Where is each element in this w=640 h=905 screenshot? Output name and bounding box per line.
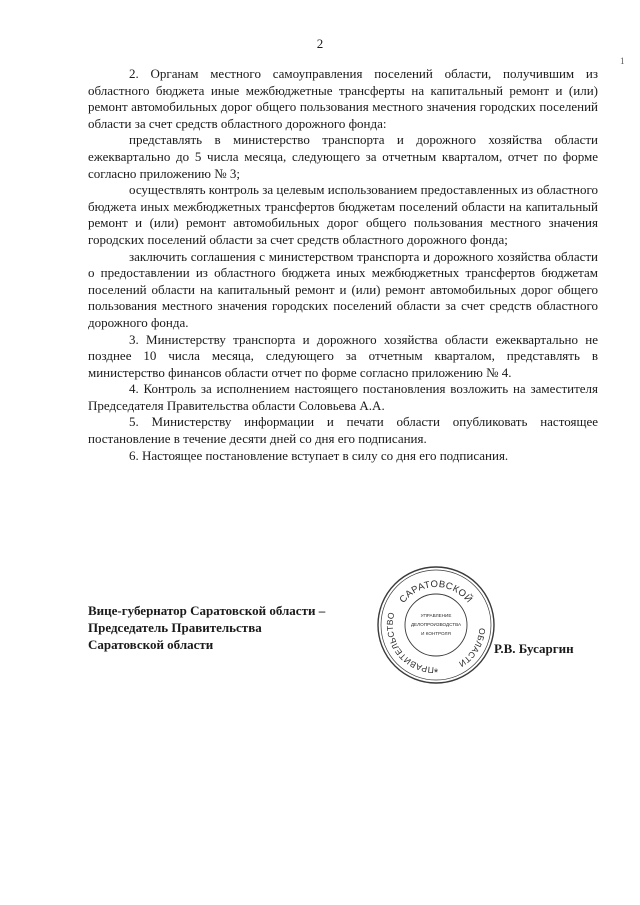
document-body (88, 66, 598, 464)
official-seal (374, 563, 498, 687)
paragraph-5: 5. Министерству информации и печати области опубликовать настоящее постановление в течение десяти дней со дня его подписания. (88, 414, 598, 447)
seal-top-text: САРАТОВСКОЙ (397, 578, 475, 606)
signatory-name: Р.В. Бусаргин (494, 641, 574, 656)
paragraph-6: 6. Настоящее постановление вступает в силу со дня его подписания. (129, 447, 509, 463)
paragraph-2-item-report: представлять в министерство транспорта и дорожного хозяйства области ежеквартально до 5 числа месяца, следующего за отчетным кварталом, отчет по форме согласно приложению № 3; (88, 132, 598, 181)
seal-right-text: ОБЛАСТИ (456, 627, 488, 670)
signatory-title-line: Вице-губернатор Саратовской области – (88, 603, 326, 618)
paragraph-2: 2. Органам местного самоуправления поселений области, получившим из областного бюджета иные межбюджетные трансферты на капитальный ремонт и (или) ремонт автомобильных дорог общего пользования местного значения городских поселений области за счет средств областного дорожного фонда: (88, 66, 598, 131)
seal-center-line: УПРАВЛЕНИЕ (420, 613, 452, 618)
signatory-block (88, 602, 388, 653)
seal-center-line: И КОНТРОЛЯ (421, 631, 451, 636)
seal-star: * (433, 667, 439, 679)
paragraph-2-item-control: осуществлять контроль за целевым использованием предоставленных из областного бюджета иных межбюджетных трансфертов бюджетам поселений области на капитальный ремонт и (или) ремонт автомобильных дорог общего пользования местного значения городских поселений области за счет средств областного дорожного фонда; (88, 182, 598, 247)
signatory-title-line: Саратовской области (88, 637, 214, 652)
svg-text:ОБЛАСТИ (457, 627, 488, 669)
page-number: 2 (316, 36, 324, 51)
paragraph-3: 3. Министерству транспорта и дорожного хозяйства области ежеквартально не позднее 10 числа месяца, следующего за отчетным кварталом, представлять в министерство финансов области отчет по форме согласно приложению № 4. (88, 331, 598, 380)
svg-text:ПРАВИТЕЛЬСТВО (385, 611, 435, 675)
svg-text:САРАТОВСКОЙ (398, 579, 476, 605)
seal-center-line: ДЕЛОПРОИЗВОДСТВА (410, 622, 462, 627)
seal-left-text: ПРАВИТЕЛЬСТВО (384, 611, 435, 676)
paragraph-2-item-agreement: заключить соглашения с министерством транспорта и дорожного хозяйства области о предоставлении из областного бюджета иных межбюджетных трансфертов бюджетам поселений области на капитальный ремонт и (или) ремонт автомобильных дорог общего пользования местного значения городских поселений области за счет средств областного дорожного фонда. (88, 248, 598, 330)
paragraph-4: 4. Контроль за исполнением настоящего постановления возложить на заместителя Председателя Правительства области Соловьева А.А. (88, 381, 598, 413)
edge-mark: 1 (620, 56, 625, 66)
signatory-title-line: Председатель Правительства (88, 620, 262, 635)
